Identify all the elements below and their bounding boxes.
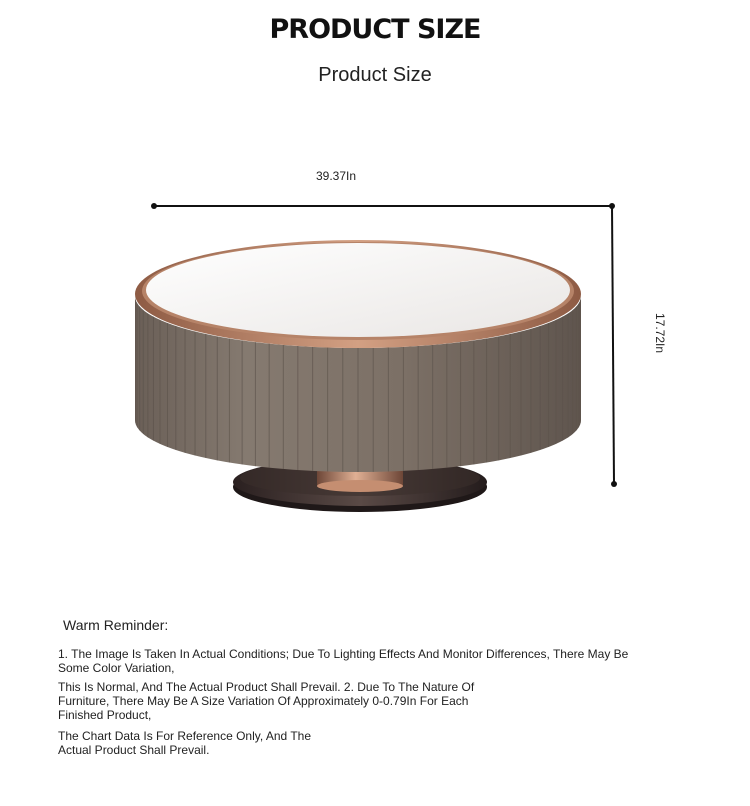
reminder-title: Warm Reminder:: [63, 617, 169, 633]
reminder-note-2: This Is Normal, And The Actual Product Shall Prevail. 2. Due To The Nature Of Furniture, There May Be A Size Variation Of Approximately 0-0.79In For Each Finished Product,: [58, 680, 475, 722]
page-subtitle: Product Size: [318, 64, 432, 86]
table-top: [146, 243, 570, 337]
width-dimension-line: [151, 203, 615, 209]
height-dimension-line: [611, 206, 617, 487]
reminder-note-1: 1. The Image Is Taken In Actual Conditions; Due To Lighting Effects And Monitor Differences, There May Be Some Color Variation,: [58, 647, 629, 675]
page-title: PRODUCT SIZE: [269, 14, 481, 45]
height-label: 17.72In: [653, 312, 668, 354]
reminder-note-3: The Chart Data Is For Reference Only, And The Actual Product Shall Prevail.: [58, 729, 312, 757]
width-label: 39.37In: [316, 169, 357, 183]
